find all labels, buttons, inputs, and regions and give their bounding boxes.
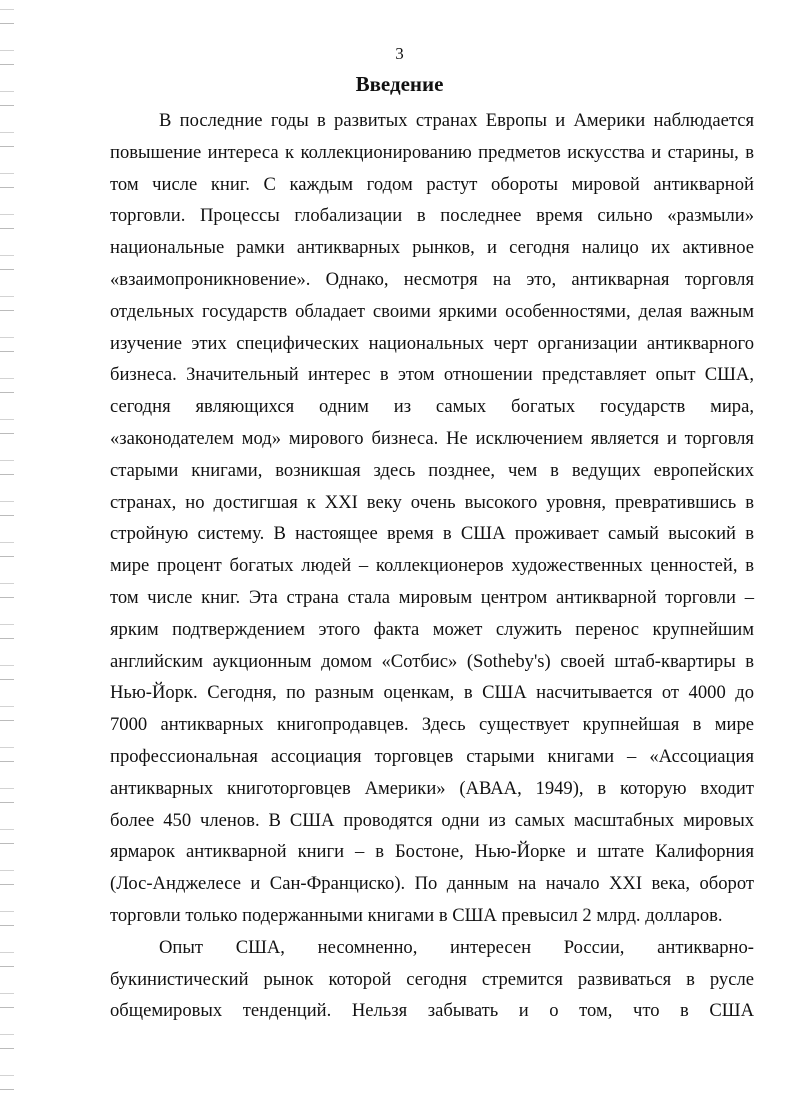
text-line: странах, но достигшая к XXI веку очень высокого уровня, превратившись в: [110, 491, 754, 513]
text-line: национальные рамки антикварных рынков, и сегодня налицо их активное: [110, 237, 754, 259]
text-line: букинистический рынок которой сегодня стремится развиваться в русле: [110, 968, 754, 990]
text-line: Нью-Йорк. Сегодня, по разным оценкам, в США насчитывается от 4000 до: [110, 682, 754, 704]
text-line: изучение этих специфических национальных черт организации антикварного: [110, 332, 754, 354]
text-line: профессиональная ассоциация торговцев старыми книгами – «Ассоциация: [110, 745, 754, 767]
text-line: английским аукционным домом «Сотбис» (Sotheby's) своей штаб-квартиры в: [110, 650, 754, 672]
text-line: стройную систему. В настоящее время в США проживает самый высокий в: [110, 523, 754, 545]
text-line: бизнеса. Значительный интерес в этом отношении представляет опыт США,: [110, 364, 754, 386]
text-line: сегодня являющихся одним из самых богатых государств мира,: [110, 396, 754, 418]
text-line: торговли. Процессы глобализации в последнее время сильно «размыли»: [110, 205, 754, 227]
text-line: повышение интереса к коллекционированию предметов искусства и старины, в: [110, 141, 754, 163]
text-line: старыми книгами, возникшая здесь позднее, чем в ведущих европейских: [110, 459, 754, 481]
text-line: мире процент богатых людей – коллекционеров художественных ценностей, в: [110, 555, 754, 577]
text-line: ярким подтверждением этого факта может служить перенос крупнейшим: [110, 618, 754, 640]
paragraph-2: [110, 932, 754, 1027]
text-line: том числе книг. Эта страна стала мировым центром антикварной торговли –: [110, 586, 754, 608]
paragraph-1: [110, 105, 754, 932]
body-text: [110, 105, 754, 1027]
text-line: ярмарок антикварной книги – в Бостоне, Нью-Йорке и штате Калифорния: [110, 841, 754, 863]
text-line: торговли только подержанными книгами в США превысил 2 млрд. долларов.: [110, 904, 723, 926]
scan-margin-artifacts: [0, 0, 14, 1095]
text-line: отдельных государств обладает своими яркими особенностями, делая важным: [110, 300, 754, 322]
text-line: 7000 антикварных книгопродавцев. Здесь существует крупнейшая в мире: [110, 714, 754, 736]
text-line: общемировых тенденций. Нельзя забывать и о том, что в США: [110, 1000, 754, 1022]
text-line: «взаимопроникновение». Однако, несмотря на это, антикварная торговля: [110, 268, 754, 290]
text-line: антикварных книготорговцев Америки» (АВАА, 1949), в которую входит: [110, 777, 754, 799]
text-line: В последние годы в развитых странах Европы и Америки наблюдается: [159, 110, 754, 131]
text-line: (Лос-Анджелесе и Сан-Франциско). По данным на начало XXI века, оборот: [110, 873, 754, 895]
section-heading: Введение: [355, 72, 444, 96]
text-line: «законодателем мод» мирового бизнеса. Не исключением является и торговля: [110, 427, 754, 449]
text-line: том числе книг. С каждым годом растут обороты мировой антикварной: [110, 173, 754, 195]
text-line: Опыт США, несомненно, интересен России, антикварно-: [159, 936, 754, 958]
page-number: 3: [395, 44, 404, 63]
text-line: более 450 членов. В США проводятся одни из самых масштабных мировых: [110, 809, 754, 831]
